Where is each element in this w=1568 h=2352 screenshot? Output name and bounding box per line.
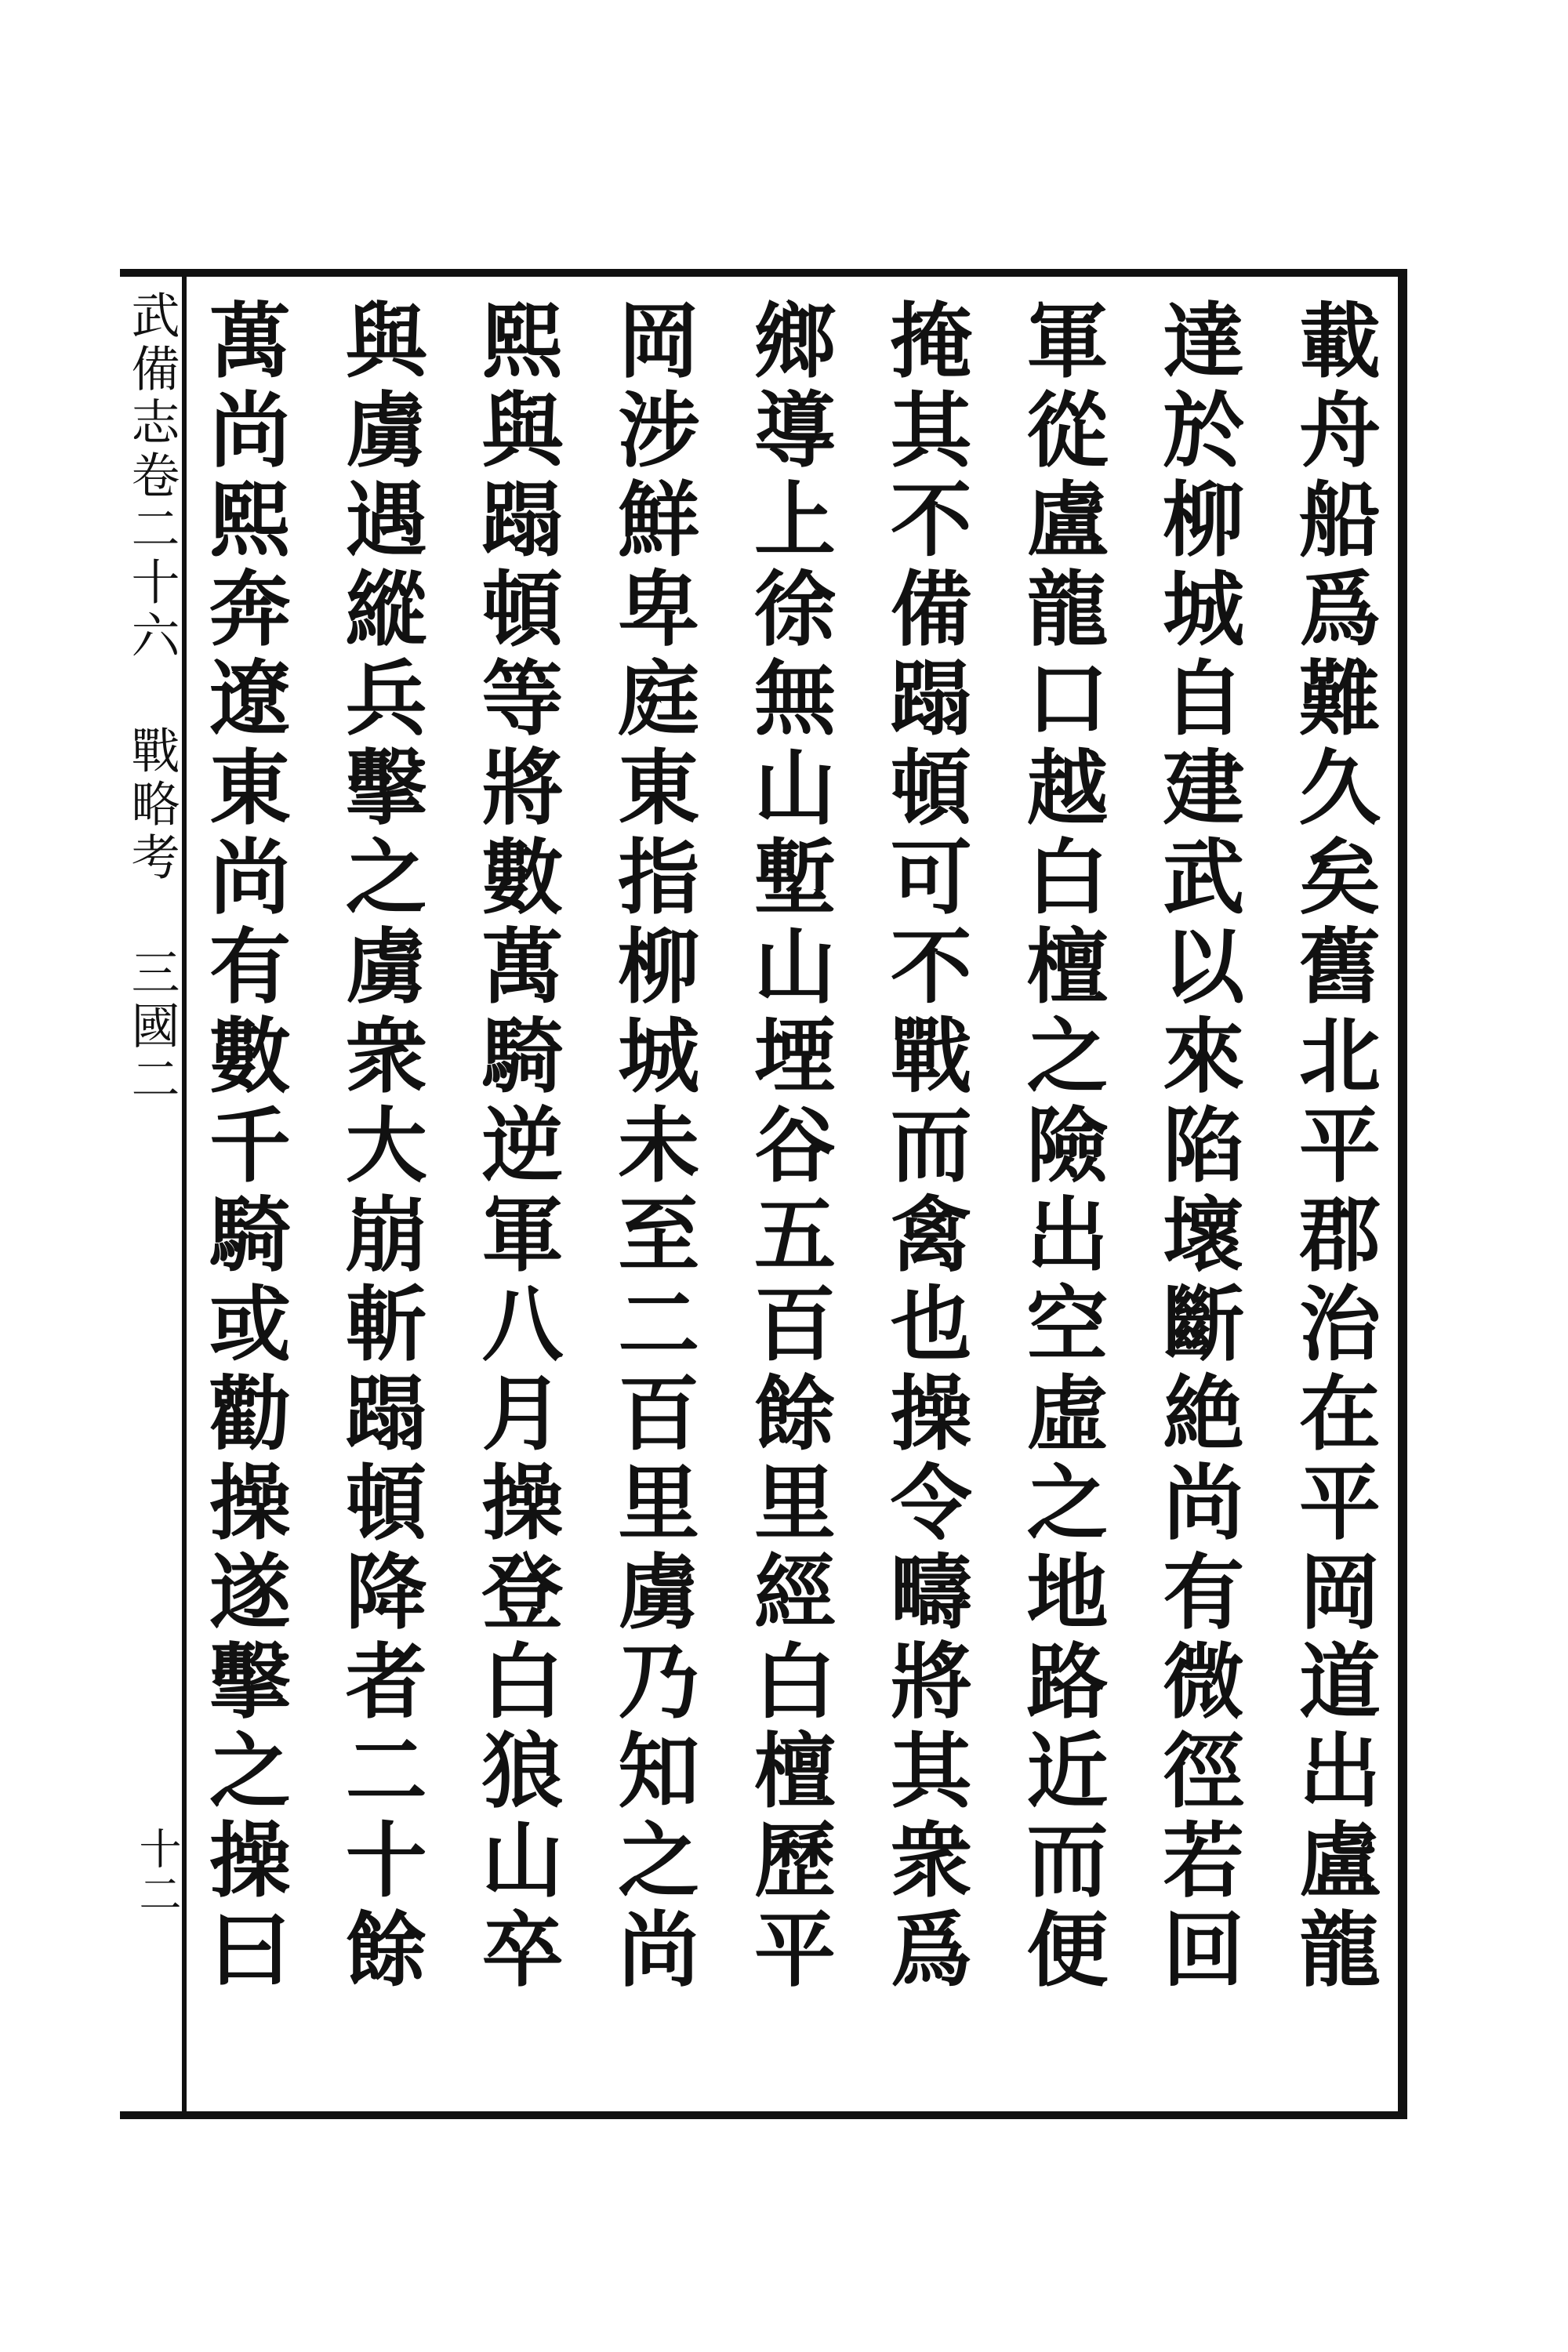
main-text (196, 298, 1380, 2093)
text-column-5: 鄉導上徐無山塹山堙谷五百餘里經白檀歷平 (740, 298, 837, 1996)
text-column-7: 熙與蹋頓等將數萬騎逆軍八月操登白狼山卒 (467, 298, 564, 1996)
text-column-9: 萬尚熙奔遼東尚有數千騎或勸操遂擊之操曰 (195, 298, 292, 1996)
text-column-1: 載舟船爲難久矣舊北平郡治在平岡道出盧龍 (1285, 298, 1381, 1996)
text-column-2: 達於柳城自建武以來陷壞斷絶尚有微徑若回 (1149, 298, 1246, 1996)
text-column-4: 掩其不備蹋頓可不戰而禽也操令疇將其衆爲 (876, 298, 973, 1996)
text-column-3: 軍從盧龍口越白檀之險出空虛之地路近而便 (1012, 298, 1109, 1996)
text-column-6: 岡涉鮮卑庭東指柳城未至二百里虜乃知之尚 (604, 298, 701, 1996)
fore-edge-margin (123, 290, 182, 2109)
text-column-8: 與虜遇縱兵擊之虜衆大崩斬蹋頓降者二十餘 (331, 298, 428, 1996)
page-number: 十二 (132, 1827, 182, 1918)
book-title: 武備志卷二十六 戰略考 三國二 (123, 290, 180, 1107)
